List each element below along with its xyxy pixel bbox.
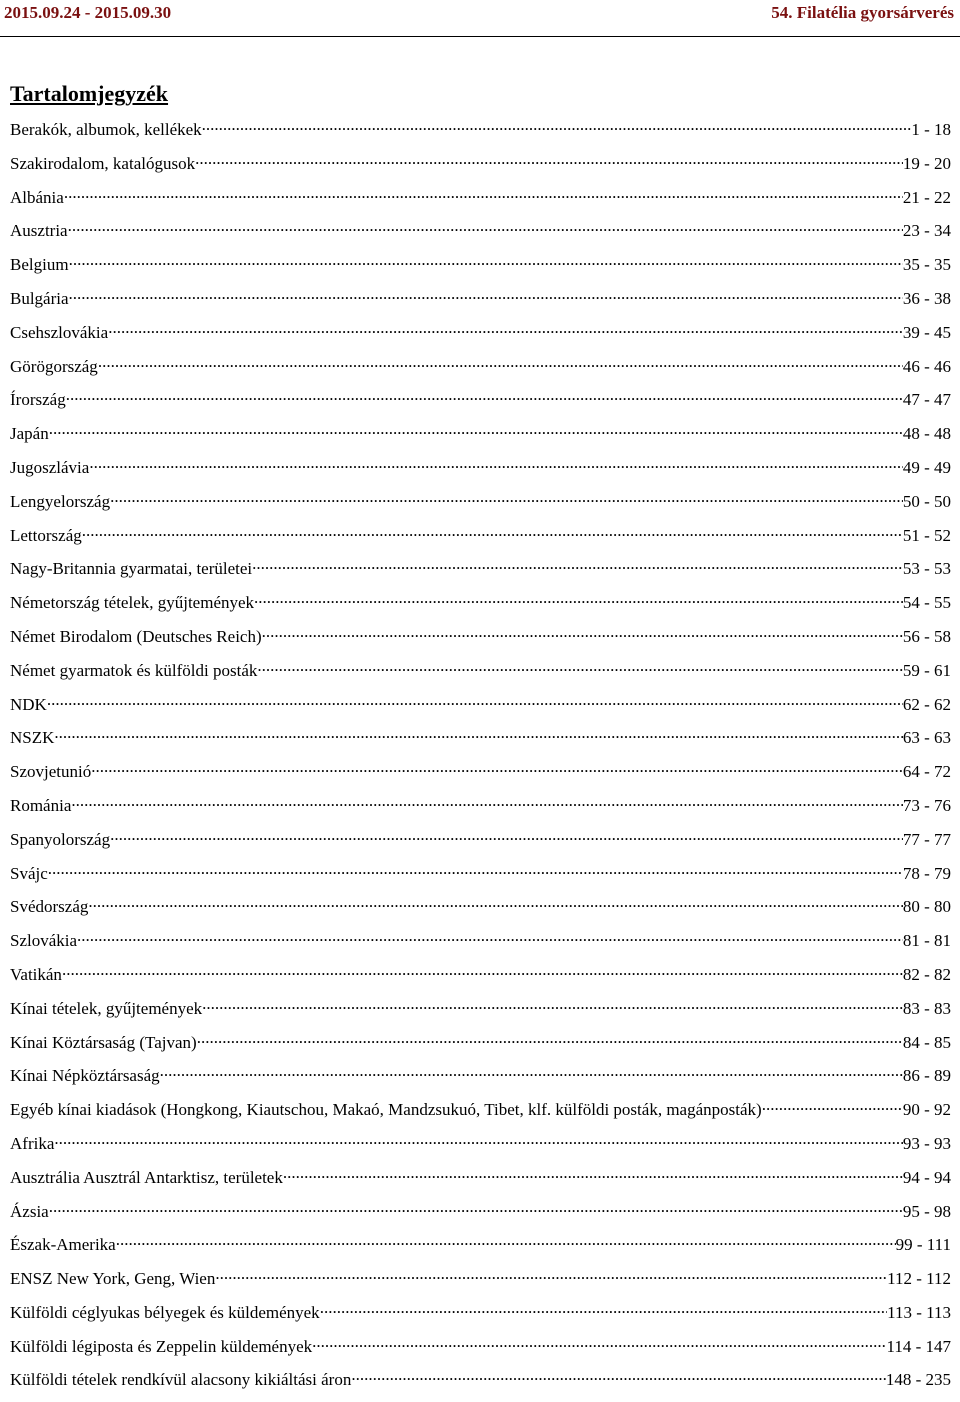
toc-entry-label: Japán xyxy=(10,424,49,444)
toc-entry-label: Ázsia xyxy=(10,1201,49,1221)
toc-entry-pages: 99 - 111 xyxy=(895,1235,951,1255)
toc-entry[interactable] xyxy=(10,929,951,963)
toc-entry-label: Csehszlovákia xyxy=(10,322,109,342)
toc-entry-pages: 82 - 82 xyxy=(902,964,951,984)
toc-entry[interactable] xyxy=(10,1200,951,1234)
toc-entry-label: Svájc xyxy=(10,863,48,883)
toc-entry[interactable] xyxy=(10,152,951,186)
toc-entry-label: Szlovákia xyxy=(10,931,78,951)
toc-entry-pages: 112 - 112 xyxy=(887,1269,951,1289)
toc-entry[interactable] xyxy=(10,625,951,659)
toc-entry-label: Kínai Köztársaság (Tajvan) xyxy=(10,1032,197,1052)
toc-entry-pages: 83 - 83 xyxy=(902,998,951,1018)
toc-entry-pages: 64 - 72 xyxy=(902,762,951,782)
toc-entry[interactable] xyxy=(10,219,951,253)
toc-entry-label: Külföldi légiposta és Zeppelin küldemények xyxy=(10,1336,313,1356)
toc-entry-label: Bulgária xyxy=(10,288,69,308)
toc-entry-label: Szakirodalom, katalógusok xyxy=(10,153,196,173)
dot-leader xyxy=(62,963,903,980)
toc-entry-pages: 86 - 89 xyxy=(902,1066,951,1086)
toc-entry[interactable] xyxy=(10,321,951,355)
toc-entry-pages: 39 - 45 xyxy=(902,322,951,342)
dot-leader xyxy=(47,693,903,710)
toc-entry[interactable] xyxy=(10,828,951,862)
toc-entry-label: NDK xyxy=(10,694,47,714)
toc-entry[interactable] xyxy=(10,253,951,287)
toc-entry-pages: 62 - 62 xyxy=(902,694,951,714)
dot-leader xyxy=(762,1098,903,1115)
toc-entry[interactable] xyxy=(10,287,951,321)
toc-entry-pages: 36 - 38 xyxy=(902,288,951,308)
toc-entry[interactable] xyxy=(10,794,951,828)
toc-entry[interactable] xyxy=(10,186,951,220)
toc-entry-pages: 94 - 94 xyxy=(902,1167,951,1187)
toc-entry-label: Vatikán xyxy=(10,964,62,984)
date-range: 2015.09.24 - 2015.09.30 xyxy=(4,3,172,22)
dot-leader xyxy=(54,1132,902,1149)
table-of-contents xyxy=(10,118,951,1402)
toc-entry[interactable] xyxy=(10,355,951,389)
toc-entry-pages: 35 - 35 xyxy=(902,255,951,275)
dot-leader xyxy=(66,388,903,405)
toc-entry[interactable] xyxy=(10,726,951,760)
dot-leader xyxy=(88,895,902,912)
dot-leader xyxy=(202,118,912,135)
toc-entry-label: Románia xyxy=(10,795,72,815)
dot-leader xyxy=(283,1166,903,1183)
dot-leader xyxy=(351,1368,886,1385)
dot-leader xyxy=(116,1233,896,1250)
toc-entry-pages: 93 - 93 xyxy=(902,1133,951,1153)
toc-entry-pages: 51 - 52 xyxy=(902,525,951,545)
toc-entry[interactable] xyxy=(10,1064,951,1098)
toc-entry-pages: 84 - 85 xyxy=(902,1032,951,1052)
auction-title: 54. Filatélia gyorsárverés xyxy=(771,3,954,22)
dot-leader xyxy=(195,152,903,169)
toc-entry-label: NSZK xyxy=(10,728,55,748)
toc-entry-pages: 63 - 63 xyxy=(902,728,951,748)
toc-entry[interactable] xyxy=(10,1166,951,1200)
toc-entry-label: Németország tételek, gyűjtemények xyxy=(10,593,255,613)
toc-entry[interactable] xyxy=(10,1335,951,1369)
dot-leader xyxy=(312,1335,886,1352)
dot-leader xyxy=(108,321,903,338)
toc-entry[interactable] xyxy=(10,456,951,490)
toc-entry-label: Jugoszlávia xyxy=(10,457,90,477)
toc-entry-label: Afrika xyxy=(10,1133,55,1153)
toc-entry-pages: 95 - 98 xyxy=(902,1201,951,1221)
toc-entry-pages: 48 - 48 xyxy=(902,424,951,444)
toc-entry[interactable] xyxy=(10,388,951,422)
dot-leader xyxy=(110,490,903,507)
toc-entry-pages: 49 - 49 xyxy=(902,457,951,477)
toc-entry[interactable] xyxy=(10,422,951,456)
toc-entry-pages: 23 - 34 xyxy=(902,221,951,241)
toc-entry-label: Albánia xyxy=(10,187,64,207)
toc-entry[interactable] xyxy=(10,1301,951,1335)
toc-entry-label: Külföldi tételek rendkívül alacsony kikiáltási áron xyxy=(10,1370,352,1390)
dot-leader xyxy=(69,253,903,270)
toc-entry-pages: 50 - 50 xyxy=(902,491,951,511)
toc-entry-label: Kínai tételek, gyűjtemények xyxy=(10,998,203,1018)
toc-entry-label: Lettország xyxy=(10,525,82,545)
toc-entry-pages: 54 - 55 xyxy=(902,593,951,613)
dot-leader xyxy=(54,726,902,743)
toc-entry[interactable] xyxy=(10,524,951,558)
toc-entry-label: Svédország xyxy=(10,897,89,917)
toc-entry[interactable] xyxy=(10,659,951,693)
dot-leader xyxy=(89,456,903,473)
toc-entry-pages: 21 - 22 xyxy=(902,187,951,207)
toc-entry-pages: 1 - 18 xyxy=(911,120,951,139)
dot-leader xyxy=(49,422,903,439)
dot-leader xyxy=(77,929,903,946)
dot-leader xyxy=(71,794,902,811)
toc-entry-pages: 78 - 79 xyxy=(902,863,951,883)
toc-entry-label: Görögország xyxy=(10,356,98,376)
toc-entry[interactable] xyxy=(10,591,951,625)
toc-entry[interactable] xyxy=(10,963,951,997)
toc-entry-label: Nagy-Britannia gyarmatai, területei xyxy=(10,559,253,579)
toc-entry[interactable] xyxy=(10,1031,951,1065)
dot-leader xyxy=(48,862,903,879)
toc-entry-pages: 148 - 235 xyxy=(885,1370,951,1390)
toc-entry-pages: 47 - 47 xyxy=(902,390,951,410)
toc-title: Tartalomjegyzék xyxy=(10,81,169,106)
dot-leader xyxy=(202,997,903,1014)
dot-leader xyxy=(110,828,903,845)
dot-leader xyxy=(257,659,902,676)
toc-entry[interactable] xyxy=(10,693,951,727)
toc-entry-label: Német Birodalom (Deutsches Reich) xyxy=(10,626,262,646)
toc-entry-label: Egyéb kínai kiadások (Hongkong, Kiautschou, Makaó, Mandzsukuó, Tibet, klf. külföldi posták, magánposták) xyxy=(10,1100,762,1120)
toc-entry-pages: 81 - 81 xyxy=(902,931,951,951)
page-header xyxy=(0,0,960,37)
toc-entry[interactable] xyxy=(10,997,951,1031)
toc-entry-label: Külföldi céglyukas bélyegek és küldemények xyxy=(10,1302,320,1322)
toc-entry-label: Írország xyxy=(10,390,66,410)
dot-leader xyxy=(215,1267,887,1284)
toc-entry[interactable] xyxy=(10,1233,951,1267)
toc-entry[interactable] xyxy=(10,490,951,524)
dot-leader xyxy=(320,1301,887,1318)
toc-entry-pages: 59 - 61 xyxy=(902,660,951,680)
toc-entry-label: Észak-Amerika xyxy=(10,1235,116,1255)
toc-entry-label: Berakók, albumok, kellékek xyxy=(10,120,202,139)
toc-entry-label: Spanyolország xyxy=(10,829,111,849)
dot-leader xyxy=(69,287,903,304)
toc-entry-label: Lengyelország xyxy=(10,491,111,511)
toc-entry-label: Ausztria xyxy=(10,221,68,241)
toc-entry-label: ENSZ New York, Geng, Wien xyxy=(10,1269,216,1289)
dot-leader xyxy=(160,1064,903,1081)
toc-entry[interactable] xyxy=(10,862,951,896)
toc-entry[interactable] xyxy=(10,1098,951,1132)
toc-entry[interactable] xyxy=(10,895,951,929)
toc-entry[interactable] xyxy=(10,1132,951,1166)
dot-leader xyxy=(98,355,903,372)
toc-entry[interactable] xyxy=(10,118,951,152)
toc-entry[interactable] xyxy=(10,760,951,794)
dot-leader xyxy=(68,219,903,236)
toc-entry-label: Német gyarmatok és külföldi posták xyxy=(10,660,258,680)
toc-entry-pages: 90 - 92 xyxy=(902,1100,951,1120)
toc-entry-pages: 73 - 76 xyxy=(902,795,951,815)
dot-leader xyxy=(91,760,903,777)
toc-entry-pages: 80 - 80 xyxy=(902,897,951,917)
dot-leader xyxy=(197,1031,903,1048)
toc-entry[interactable] xyxy=(10,1267,951,1301)
dot-leader xyxy=(262,625,903,642)
toc-entry-pages: 113 - 113 xyxy=(887,1302,951,1322)
dot-leader xyxy=(82,524,903,541)
toc-entry-pages: 19 - 20 xyxy=(902,153,951,173)
toc-entry-label: Kínai Népköztársaság xyxy=(10,1066,160,1086)
toc-entry-pages: 46 - 46 xyxy=(902,356,951,376)
dot-leader xyxy=(49,1200,903,1217)
toc-entry-pages: 56 - 58 xyxy=(902,626,951,646)
dot-leader xyxy=(64,186,903,203)
toc-entry-label: Szovjetunió xyxy=(10,762,92,782)
toc-entry-pages: 114 - 147 xyxy=(886,1336,951,1356)
toc-entry-label: Belgium xyxy=(10,255,69,275)
dot-leader xyxy=(254,591,903,608)
toc-entry-pages: 77 - 77 xyxy=(902,829,951,849)
dot-leader xyxy=(252,557,903,574)
toc-entry-label: Ausztrália Ausztrál Antarktisz, területek xyxy=(10,1167,283,1187)
toc-entry[interactable] xyxy=(10,557,951,591)
toc-entry-pages: 53 - 53 xyxy=(902,559,951,579)
